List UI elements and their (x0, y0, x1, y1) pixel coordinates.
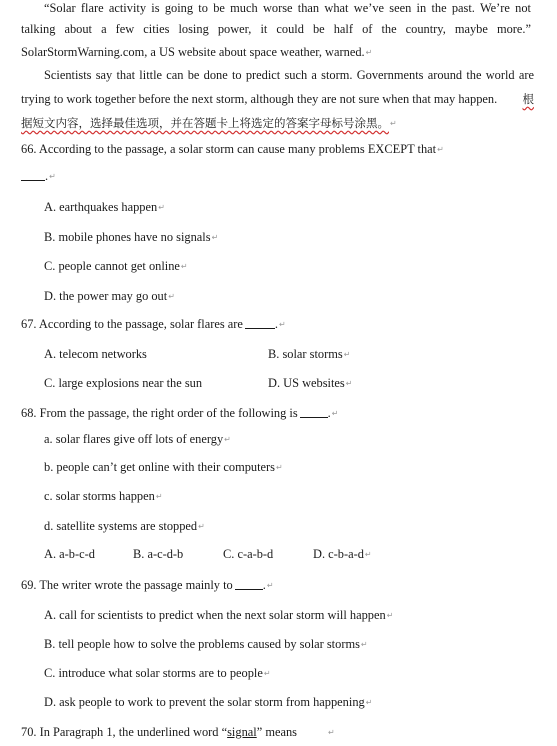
answer-blank[interactable] (21, 168, 45, 181)
paragraph-mark: ↵ (211, 233, 219, 242)
option-67-b[interactable]: B. solar storms↵ (268, 347, 351, 361)
paragraph-mark: ↵ (263, 669, 271, 678)
option-68-b[interactable]: B. a-c-d-b (133, 547, 184, 561)
question-67-stem: 67. According to the passage, solar flares are .↵ (21, 317, 286, 331)
option-66-c[interactable]: C. people cannot get online↵ (44, 259, 188, 273)
option-69-c[interactable]: C. introduce what solar storms are to people↵ (44, 666, 271, 680)
instruction-text: 据短文内容，选择最佳选项，并在答题卡上将选定的答案字母标号涂黑。 (21, 116, 389, 130)
question-66-stem: 66. According to the passage, a solar storm can cause many problems EXCEPT that↵ (21, 142, 444, 156)
option-66-b[interactable]: B. mobile phones have no signals↵ (44, 230, 219, 244)
instruction-line (21, 115, 397, 132)
event-item-c: c. solar storms happen↵ (44, 489, 163, 503)
question-69-stem: 69. The writer wrote the passage mainly to .↵ (21, 578, 274, 592)
passage-line: talking about a few cities losing power, it could be half of the country, maybe more.” (21, 22, 531, 36)
passage-line: “Solar flare activity is going to be much worse than what we’ve seen in the past. We’re not (44, 1, 531, 15)
paragraph-mark: ↵ (390, 119, 397, 128)
option-69-b[interactable]: B. tell people how to solve the problems caused by solar storms↵ (44, 637, 368, 651)
paragraph-mark: ↵ (365, 48, 373, 57)
paragraph-mark: ↵ (155, 492, 163, 501)
option-67-d[interactable]: D. US websites↵ (268, 376, 353, 390)
question-66-blank-line: .↵ (21, 168, 56, 185)
paragraph-mark: ↵ (168, 292, 175, 301)
option-66-a[interactable]: A. earthquakes happen↵ (44, 200, 165, 214)
answer-blank[interactable] (300, 405, 328, 418)
event-item-d: d. satellite systems are stopped↵ (44, 519, 205, 533)
paragraph-mark: ↵ (360, 640, 368, 649)
question-68-stem: 68. From the passage, the right order of the following is .↵ (21, 406, 339, 420)
paragraph-mark: ↵ (331, 409, 339, 418)
passage-line: trying to work together before the next storm, although they are not sure when that may happen. 根 (21, 92, 534, 106)
option-68-d[interactable]: D. c-b-a-d↵ (313, 547, 372, 561)
paragraph-mark: ↵ (386, 611, 394, 620)
answer-blank[interactable] (235, 577, 263, 590)
underlined-word: signal (227, 725, 257, 739)
answer-blank[interactable] (245, 316, 275, 329)
event-item-b: b. people can’t get online with their computers↵ (44, 460, 283, 474)
paragraph-mark: ↵ (276, 463, 283, 472)
option-69-d[interactable]: D. ask people to work to prevent the solar storm from happening↵ (44, 695, 373, 709)
instruction-text: 根 (522, 92, 534, 106)
paragraph-mark: ↵ (266, 581, 274, 590)
paragraph-mark: ↵ (158, 203, 165, 212)
option-68-c[interactable]: C. c-a-b-d (223, 547, 274, 561)
paragraph-mark: ↵ (279, 320, 286, 329)
paragraph-mark: ↵ (365, 698, 373, 707)
option-67-a[interactable]: A. telecom networks (44, 347, 147, 361)
option-66-d[interactable]: D. the power may go out↵ (44, 289, 175, 303)
event-item-a: a. solar flares give off lots of energy↵ (44, 432, 231, 446)
question-70-stem: 70. In Paragraph 1, the underlined word “signal” means ↵ (21, 725, 335, 739)
answer-blank[interactable] (297, 724, 327, 737)
passage-line: Scientists say that little can be done to predict such a storm. Governments around the world are (44, 68, 534, 82)
paragraph-mark: ↵ (343, 350, 351, 359)
paragraph-mark: ↵ (437, 145, 444, 154)
paragraph-mark: ↵ (224, 435, 231, 444)
option-69-a[interactable]: A. call for scientists to predict when the next solar storm will happen↵ (44, 608, 394, 622)
paragraph-mark: ↵ (364, 550, 372, 559)
option-68-a[interactable]: A. a-b-c-d (44, 547, 95, 561)
paragraph-mark: ↵ (180, 262, 188, 271)
paragraph-mark: ↵ (327, 728, 335, 737)
paragraph-mark: ↵ (49, 172, 56, 181)
option-67-c[interactable]: C. large explosions near the sun (44, 376, 203, 390)
passage-line: SolarStormWarning.com, a US website about space weather, warned.↵ (21, 45, 373, 59)
paragraph-mark: ↵ (345, 379, 353, 388)
paragraph-mark: ↵ (198, 522, 205, 531)
